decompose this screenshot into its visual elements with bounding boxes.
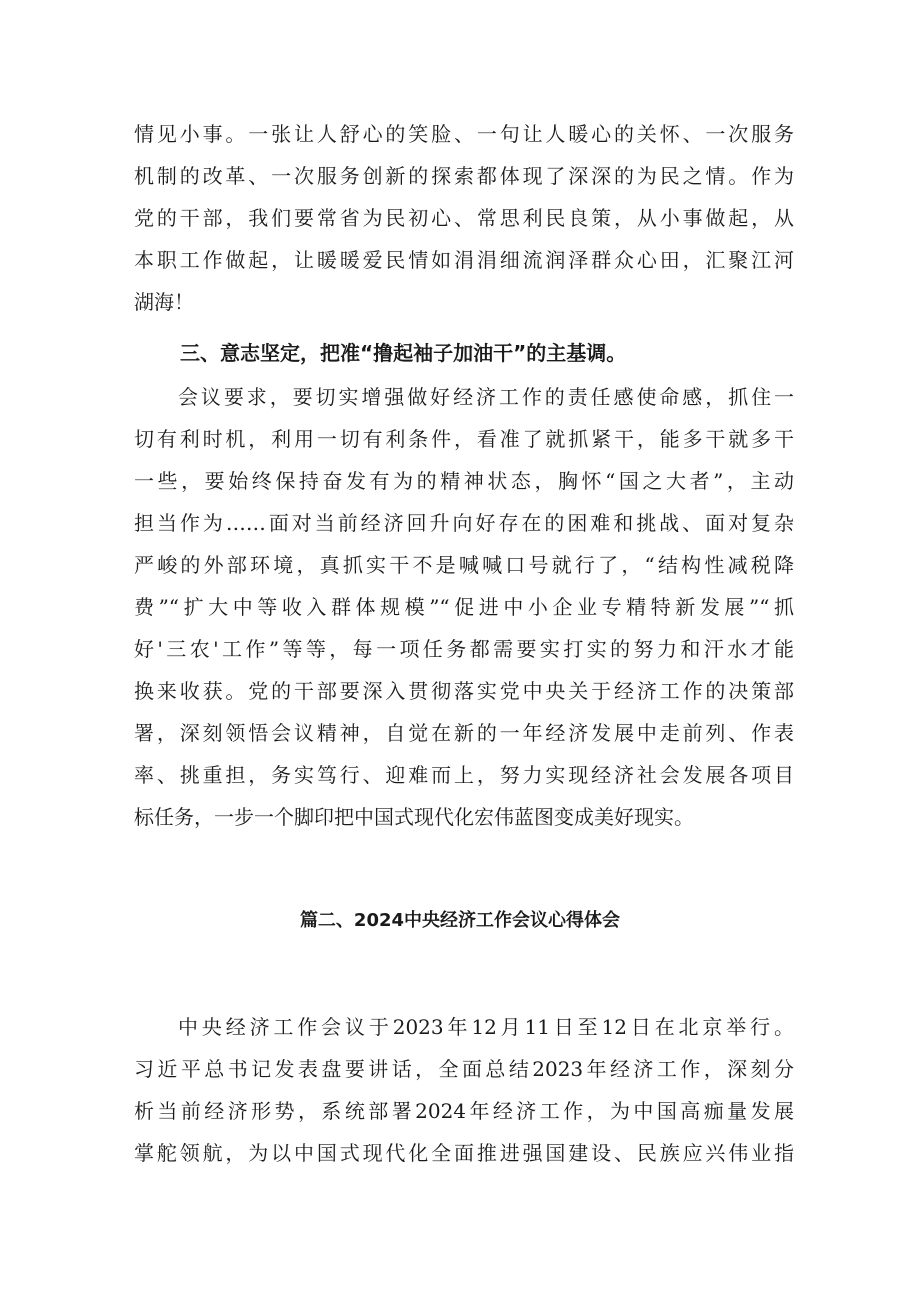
paragraph-line: 担当作为……面对当前经济回升向好存在的困难和挑战、面对复杂 — [134, 511, 794, 535]
article-title: 篇二、2024中央经济工作会议心得体会 — [299, 910, 621, 931]
paragraph-line: 好'三农'工作”等等，每一项任务都需要实打实的努力和汗水才能 — [134, 637, 794, 661]
paragraph-line: 掌舵领航，为以中国式现代化全面推进强国建设、民族应兴伟业指 — [134, 1141, 794, 1165]
paragraph-line: 情见小事。一张让人舒心的笑脸、一句让人暖心的关怀、一次服务 — [134, 122, 794, 146]
paragraph-line: 中央经济工作会议于2023年12月11日至12日在北京举行。 — [178, 1015, 794, 1039]
section-heading: 三、意志坚定，把准“撸起袖子加油干”的主基调。 — [180, 341, 627, 365]
paragraph-line: 析当前经济形势，系统部署2024年经济工作，为中国高痂量发展 — [134, 1099, 794, 1123]
paragraph-line: 署，深刻领悟会议精神，自觉在新的一年经济发展中走前列、作表 — [134, 721, 794, 745]
paragraph-line: 本职工作做起，让暖暖爱民情如涓涓细流润泽群众心田，汇聚江河 — [134, 248, 794, 272]
paragraph-line: 换来收获。党的干部要深入贯彻落实党中央关于经济工作的决策部 — [134, 679, 794, 703]
paragraph-line: 机制的改革、一次服务创新的探索都体现了深深的为民之情。作为 — [134, 164, 794, 188]
paragraph-line: 标任务，一步一个脚印把中国式现代化宏伟蓝图变成美好现实。 — [134, 805, 694, 829]
paragraph-line: 湖海！ — [134, 290, 194, 314]
paragraph-line: 费”“扩大中等收入群体规模”“促进中小企业专精特新发展”“抓 — [134, 595, 794, 619]
paragraph-line: 会议要求，要切实增强做好经济工作的责任感使命感，抓住一 — [178, 385, 794, 409]
paragraph-line: 党的干部，我们要常省为民初心、常思利民良策，从小事做起，从 — [134, 206, 794, 230]
paragraph-line: 严峻的外部环境，真抓实干不是喊喊口号就行了，“结构性减税降 — [134, 553, 794, 577]
paragraph-line: 习近平总书记发表盘要讲话，全面总结2023年经济工作，深刻分 — [134, 1057, 794, 1081]
paragraph-line: 切有利时机，利用一切有利条件，看准了就抓紧干，能多干就多干 — [134, 427, 794, 451]
paragraph-line: 率、挑重担，务实笃行、迎难而上，努力实现经济社会发展各项目 — [134, 763, 794, 787]
paragraph-line: 一些，要始终保持奋发有为的精神状态，胸怀“国之大者”，主动 — [134, 469, 794, 493]
